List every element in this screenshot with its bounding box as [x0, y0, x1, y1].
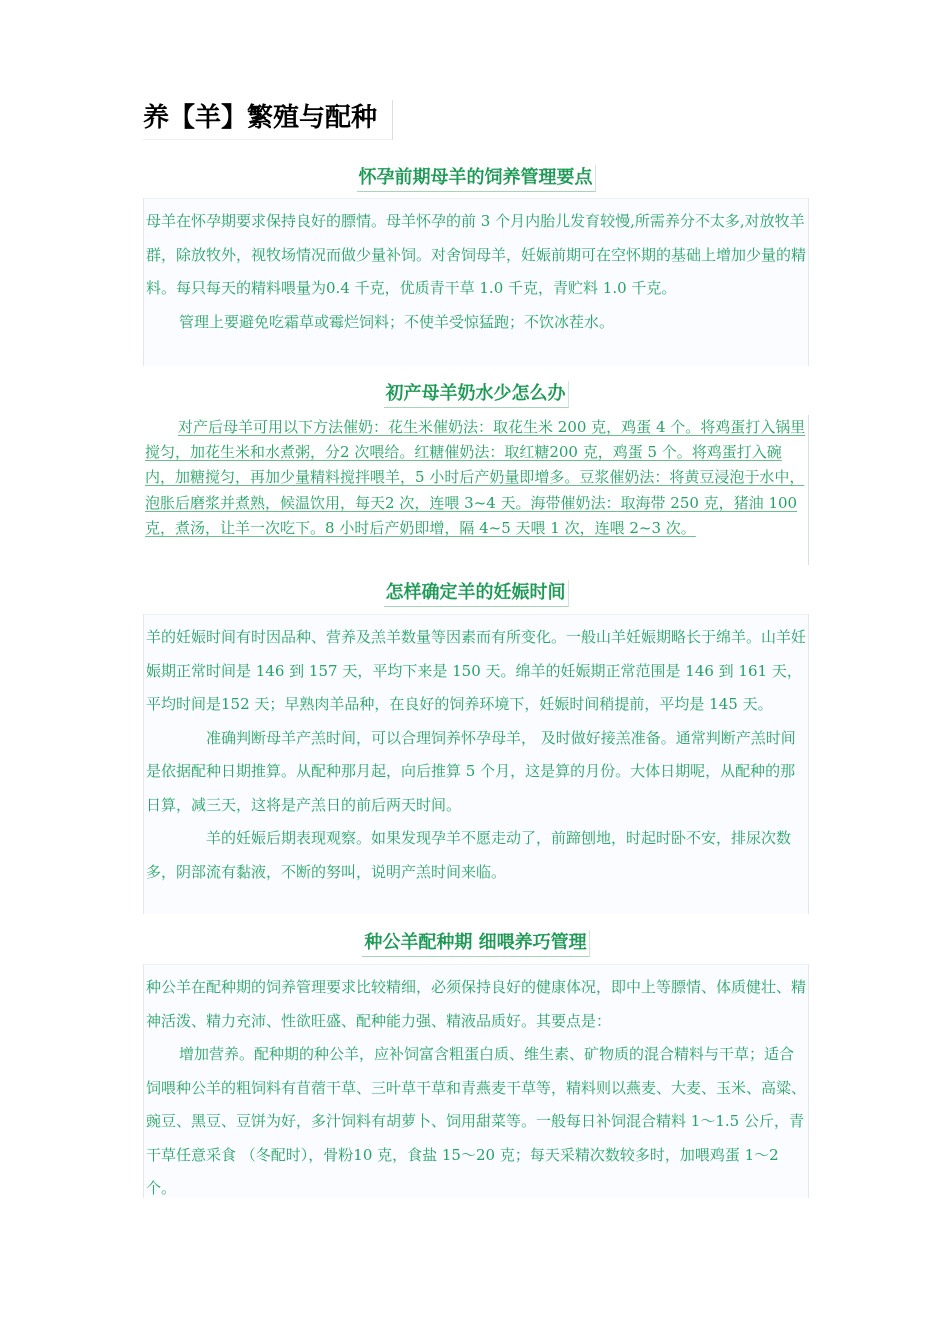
- paragraph: 准确判断母羊产羔时间，可以合理饲养怀孕母羊， 及时做好接羔准备。通常判断产羔时间是依据配种日期推算。从配种那月起，向后推算 5 个月，这是算的月份。大体日期呢，从配种的那日算，减三天，这将是产羔日的前后两天时间。: [146, 728, 796, 814]
- page-title: 养【羊】繁殖与配种: [143, 100, 393, 140]
- section-heading-text: 初产母羊奶水少怎么办: [384, 381, 569, 408]
- paragraph: [145, 415, 809, 541]
- section-heading: [143, 930, 809, 957]
- section-body: [143, 415, 809, 565]
- paragraph: 羊的妊娠后期表现观察。如果发现孕羊不愿走动了，前蹄刨地，时起时卧不安，排尿次数多，阴部流有黏液，不断的努叫，说明产羔时间来临。: [146, 829, 792, 881]
- paragraph: 增加营养。配种期的种公羊，应补饲富含粗蛋白质、维生素、矿物质的混合精料与干草；适合饲喂种公羊的粗饲料有苜蓿干草、三叶草干草和青燕麦干草等，精料则以燕麦、大麦、玉米、高粱、豌豆、黑豆、豆饼为好，多汁饲料有胡萝卜、饲用甜菜等。一般每日补饲混合精料 1～1.5 公斤，青干草任意采食 （冬配时），骨粉10 克，食盐 15～20 克；每天采精次数较多时，加喂鸡蛋 1～2 个。: [146, 1045, 807, 1197]
- section-body: [143, 964, 809, 1198]
- underlined-text: 对产后母羊可用以下方法催奶：花生米催奶法：取花生米 200 克，鸡蛋 4 个。将鸡蛋打入锅里搅匀，加花生米和水煮粥，分2 次喂给。红糖催奶法：取红糖200 克，鸡蛋 5 个。将鸡蛋打入碗内，加糖搅匀，再加少量精料搅拌喂羊，5 小时后产奶量即增多。豆浆催奶法：将黄豆浸泡于水中，泡胀后磨浆并煮熟，候温饮用，每天2 次，连喂 3~4 天。海带催奶法：取海带 250 克，猪油 100 克，煮汤，让羊一次吃下。8 小时后产奶即增，隔 4~5 天喂 1 次，连喂 2~3 次。: [145, 418, 806, 537]
- section-heading: [143, 580, 809, 607]
- section-heading-text: 怀孕前期母羊的饲养管理要点: [357, 165, 596, 192]
- section-body: [143, 614, 809, 914]
- section-heading: [143, 165, 809, 192]
- section-body: [143, 198, 809, 366]
- section-heading-text: 种公羊配种期 细喂养巧管理: [362, 930, 589, 957]
- section-heading-text: 怎样确定羊的妊娠时间: [384, 580, 569, 607]
- section-heading: [143, 381, 809, 408]
- paragraph: 管理上要避免吃霜草或霉烂饲料；不使羊受惊猛跑；不饮冰茬水。: [179, 312, 615, 331]
- paragraph: 羊的妊娠时间有时因品种、营养及羔羊数量等因素而有所变化。一般山羊妊娠期略长于绵羊。山羊妊娠期正常时间是 146 到 157 天，平均下来是 150 天。绵羊的妊娠期正常范围是 146 到 161 天，平均时间是152 天；早熟肉羊品种，在良好的饲养环境下，妊娠时间稍提前，平均是 145 天。: [146, 628, 807, 713]
- paragraph: 种公羊在配种期的饲养管理要求比较精细，必须保持良好的健康体况，即中上等膘情、体质健壮、精神活泼、精力充沛、性欲旺盛、配种能力强、精液品质好。其要点是：: [146, 978, 807, 1030]
- paragraph: 母羊在怀孕期要求保持良好的膘情。母羊怀孕的前 3 个月内胎儿发育较慢,所需养分不太多,对放牧羊群，除放牧外，视牧场情况而做少量补饲。对舍饲母羊，妊娠前期可在空怀期的基础上增加少量的精料。每只每天的精料喂量为0.4 千克，优质青干草 1.0 千克，青贮料 1.0 千克。: [146, 212, 807, 297]
